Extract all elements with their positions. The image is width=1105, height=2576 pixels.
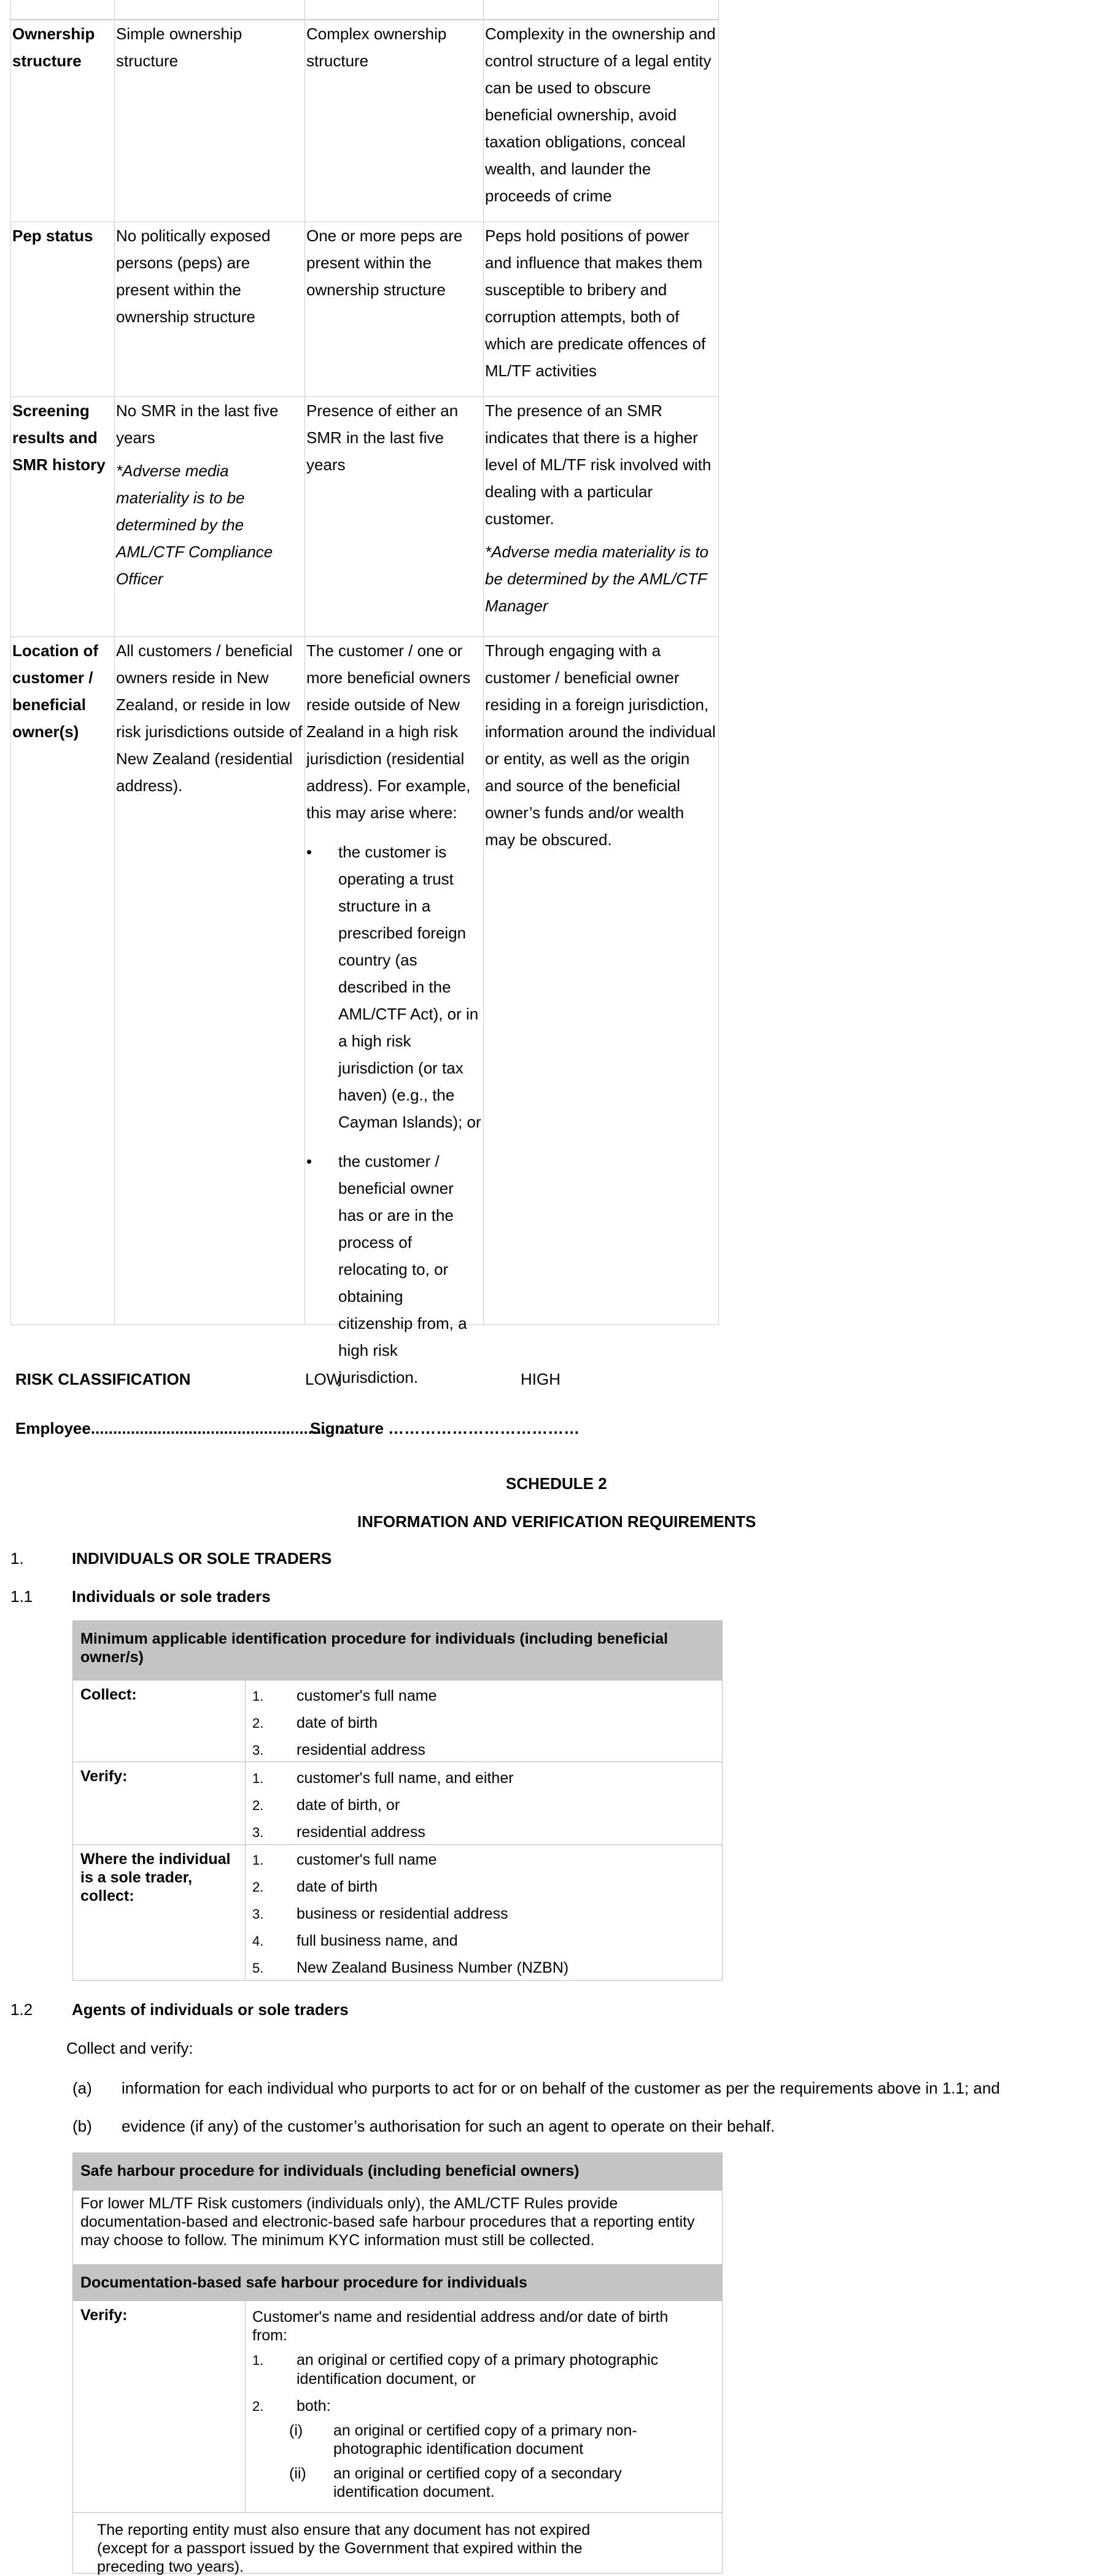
- high-risk-text: Complex ownership structure: [306, 25, 447, 70]
- row-label: Where the individual is a sole trader, collect:: [80, 1851, 231, 1905]
- factor-line: customer /: [12, 668, 93, 687]
- risk-reason-cell: [483, 636, 719, 1325]
- list-item: information for each individual who purports to act for or on behalf of the customer as per the requirements above in 1.1; and: [122, 2079, 1000, 2097]
- low-risk-text: No politically exposed persons (peps) are present within the ownership structure: [116, 226, 271, 326]
- schedule-title: SCHEDULE 2: [506, 1474, 607, 1493]
- factor-line: beneficial: [12, 695, 86, 714]
- list-item: • the customer is operating a trust structure in a prescribed foreign country (as described in the AML/CTF Act), or in a high risk jurisdiction (or tax haven) (e.g., the Cayman Islands); or: [306, 838, 482, 1135]
- row-label: Collect:: [80, 1686, 137, 1703]
- low-risk-note: *Adverse media materiality is to be determined by the AML/CTF Compliance Officer: [116, 462, 273, 588]
- sub-item: (ii) an original or certified copy of a secondary identification document.: [289, 2465, 622, 2501]
- factor-line: Screening: [12, 401, 90, 420]
- factor-line: SMR history: [12, 455, 106, 474]
- list-item: • the customer / beneficial owner has or are in the process of relocating to, or obtaining citizenship from, a high risk jurisdiction.: [306, 1148, 482, 1391]
- table-cell: [10, 0, 115, 20]
- list-item: 4. full business name, and: [252, 1932, 458, 1949]
- table-subheader: Documentation-based safe harbour procedure for individuals: [72, 2264, 723, 2301]
- table-header: Safe harbour procedure for individuals (including beneficial owners): [72, 2152, 723, 2191]
- high-risk-cell: [304, 396, 484, 637]
- section-title: Individuals or sole traders: [72, 1587, 271, 1606]
- table-cell: [114, 0, 305, 20]
- section-number: 1.2: [10, 2000, 33, 2019]
- list-item: 2. date of birth: [252, 1878, 378, 1895]
- low-risk-cell: [114, 222, 305, 397]
- table-cell: [304, 0, 484, 20]
- risk-classification-label: RISK CLASSIFICATION: [15, 1370, 191, 1388]
- factor-line: results and: [12, 428, 98, 447]
- risk-factor-cell: [10, 396, 115, 637]
- section-number: 1.: [10, 1549, 24, 1568]
- collect-verify-text: Collect and verify:: [66, 2039, 193, 2057]
- section-number: 1.1: [10, 1587, 33, 1606]
- risk-reason-cell: [483, 396, 719, 637]
- risk-factor-cell: [10, 222, 115, 397]
- schedule-subtitle: INFORMATION AND VERIFICATION REQUIREMENTS: [357, 1512, 756, 1531]
- sub-item: (i) an original or certified copy of a primary non- photographic identification document: [289, 2422, 637, 2458]
- list-item: evidence (if any) of the customer’s authorisation for such an agent to operate on their behalf.: [122, 2117, 775, 2135]
- list-item: 3. residential address: [252, 1741, 425, 1758]
- list-item: 3. business or residential address: [252, 1905, 508, 1922]
- row-label: Verify:: [80, 1768, 128, 1785]
- low-risk-cell: [114, 396, 305, 637]
- risk-reason-note: *Adverse media materiality is to be determined by the AML/CTF Manager: [485, 543, 709, 615]
- row-label-cell: [72, 2300, 246, 2513]
- list-item: 1. customer's full name: [252, 1851, 437, 1868]
- factor-line: Ownership: [12, 25, 95, 43]
- low-risk-text: All customers / beneficial owners reside in New Zealand, or reside in low risk jurisdictions outside of New Zealand (residential address).: [116, 641, 303, 795]
- item-mark: (a): [72, 2079, 92, 2097]
- intro-cell: For lower ML/TF Risk customers (individuals only), the AML/CTF Rules provide documentation-based and electronic-based safe harbour procedures that a reporting entity may choose to follow. The minimum KYC information must still be collected.: [72, 2190, 723, 2265]
- classification-low: LOW: [305, 1370, 342, 1388]
- list-item: 1. customer's full name, and either: [252, 1770, 514, 1787]
- risk-reason-cell: [483, 222, 719, 397]
- low-risk-cell: [114, 20, 305, 222]
- row-label: Verify:: [80, 2307, 128, 2324]
- verify-intro: Customer's name and residential address and/or date of birth from:: [252, 2308, 669, 2344]
- list-item: 2. date of birth, or: [252, 1797, 400, 1814]
- list-item: 1. customer's full name: [252, 1687, 437, 1704]
- factor-line: Location of: [12, 641, 99, 660]
- list-item: 3. residential address: [252, 1824, 425, 1841]
- header-line: Minimum applicable identification procedure for individuals (including beneficial: [80, 1630, 669, 1647]
- factor-line: structure: [12, 52, 82, 70]
- low-risk-cell: [114, 636, 305, 1325]
- list-item: 2. both:: [252, 2397, 331, 2415]
- risk-reason-text: Peps hold positions of power and influence that makes them susceptible to bribery and corruption attempts, both of which are predicate offences of ML/TF activities: [485, 226, 706, 380]
- list-item: 2. date of birth: [252, 1714, 378, 1731]
- high-risk-bullets: [306, 838, 482, 1391]
- table-header: [72, 1620, 723, 1681]
- employee-line: Employee..........................................................: [15, 1419, 348, 1437]
- risk-reason-text: The presence of an SMR indicates that there is a higher level of ML/TF risk involved with dealing with a particular customer.: [485, 401, 711, 528]
- section-title: Agents of individuals or sole traders: [72, 2000, 349, 2019]
- low-risk-text: Simple ownership structure: [116, 25, 242, 70]
- high-risk-cell: [304, 636, 484, 1387]
- signature-line: Signature ………………………………: [310, 1419, 580, 1437]
- low-risk-text: No SMR in the last five years: [116, 401, 279, 447]
- high-risk-text: Presence of either an SMR in the last five years: [306, 401, 459, 474]
- list-item: 5. New Zealand Business Number (NZBN): [252, 1959, 569, 1976]
- high-risk-text: One or more peps are present within the ownership structure: [306, 226, 463, 299]
- item-mark: (b): [72, 2117, 92, 2135]
- row-label-cell: [72, 1844, 246, 1981]
- factor-line: Pep status: [12, 226, 93, 245]
- header-line: owner/s): [80, 1649, 144, 1666]
- classification-high: HIGH: [521, 1370, 560, 1388]
- high-risk-text: The customer / one or more beneficial owners reside outside of New Zealand in a high risk jurisdiction (residential address). For example, this may arise where:: [306, 641, 471, 822]
- factor-line: owner(s): [12, 722, 79, 741]
- footer-text: The reporting entity must also ensure that any document has not expired (except for a passport issued by the Government that expired within the preceding two years).: [97, 2521, 591, 2575]
- risk-reason-text: Through engaging with a customer / beneficial owner residing in a foreign jurisdiction, information around the individual or entity, as well as the origin and source of the beneficial owner’s funds and/or wealth may be obscured.: [485, 641, 716, 849]
- row-label-cell: [72, 1762, 246, 1845]
- list-item: 1. an original or certified copy of a primary photographic identification document, or: [252, 2351, 659, 2388]
- high-risk-cell: [304, 20, 484, 222]
- high-risk-cell: [304, 222, 484, 397]
- table-cell: [483, 0, 719, 20]
- section-title: INDIVIDUALS OR SOLE TRADERS: [72, 1549, 332, 1568]
- risk-reason-cell: [483, 20, 719, 222]
- risk-factor-cell: [10, 20, 115, 222]
- risk-reason-text: Complexity in the ownership and control structure of a legal entity can be used to obscure beneficial ownership, avoid taxation obligations, conceal wealth, and launder the proceeds of crime: [485, 25, 716, 205]
- risk-factor-cell: [10, 636, 115, 1325]
- row-label-cell: [72, 1680, 246, 1762]
